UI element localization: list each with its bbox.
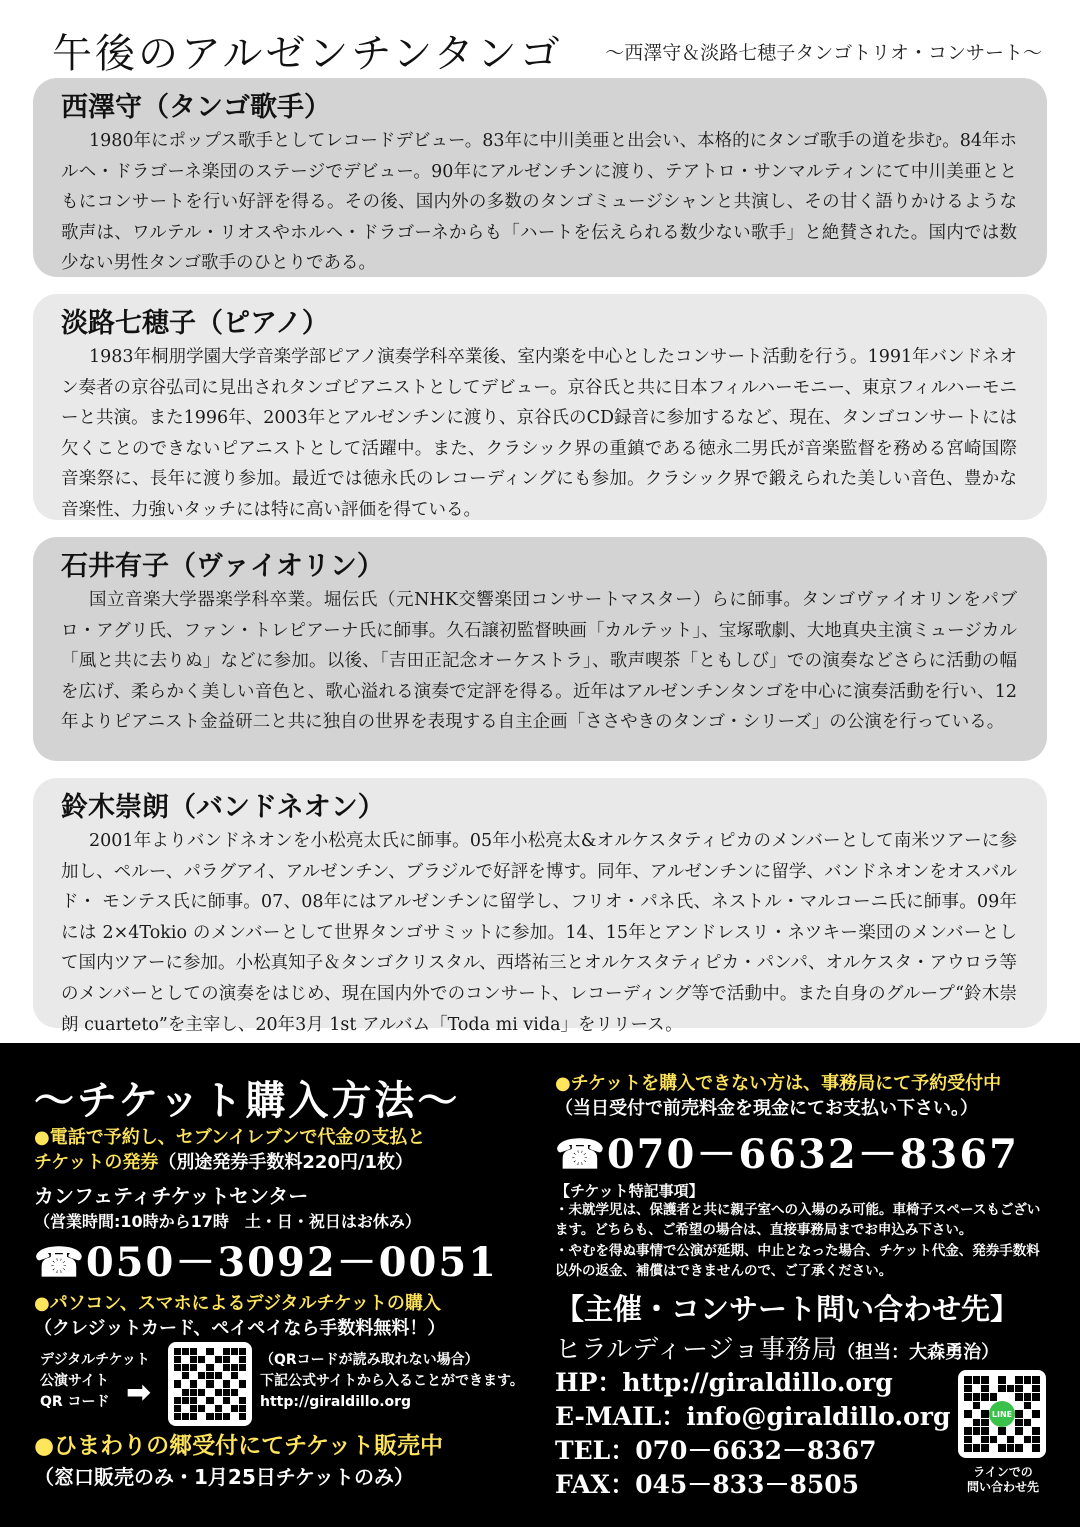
profile-body: 国立音楽大学器楽学科卒業。堀伝氏（元NHK交響楽団コンサートマスター）らに師事。タンゴヴァイオリンをパブロ・アグリ氏、ファン・トレピアーナ氏に師事。久石譲初監督映画「カルテット」、宝塚歌劇、大地真央主演ミュージカル「風と共に去りぬ」などに参加。以後、「吉田正記念オーケストラ」、歌声喫茶「ともしび」での演奏などさらに活動の幅を広げ、柔らかく美しい音色と、歌心溢れる演奏で定評を得る。近年はアルゼンチンタンゴを中心に演奏活動を行い、12年よりピアニスト金益研二と共に独自の世界を表現する自主企画「ささやきのタンゴ・シリーズ」の公演を行っている。 [61, 590, 1017, 733]
qr-label-line: 公演サイト [40, 1373, 110, 1389]
ticket-section-title: ～チケット購入方法～ [34, 1077, 461, 1124]
arrow-right-icon: ➡ [126, 1375, 152, 1410]
profile-title: 淡路七穂子（ピアノ） [61, 308, 329, 339]
profile-card-bandoneon [33, 778, 1047, 1035]
digital-method-note: （クレジットカード、ペイペイなら手数料無料！） [34, 1318, 446, 1339]
profile-body: 1983年桐朋学園大学音楽学部ピアノ演奏学科卒業後、室内楽を中心としたコンサート活動を行う。1991年バンドネオン奏者の京谷弘司に見出されタンゴピアニストとしてデビュー。京谷氏と共に日本フィルハーモニー、東京フィルハーモニーと共演。また1996年、2003年とアルゼンチンに渡り、京谷氏のCD録音に参加するなど、現在、タンゴコンサートには欠くことのできないピアニストとして活躍中。また、クラシック界の重鎮である徳永二男氏が音楽監督を務める宮崎国際音楽祭に、長年に渡り参加。最近では徳永氏のレコーディングにも参加。クラシック界で鍛えられた美しい音色、豊かな音楽性、力強いタッチには特に高い評価を得ている。 [61, 347, 1017, 520]
issue-fee: （別途発券手数料220円/1枚） [158, 1152, 414, 1173]
organizer-fax: FAX：045－833－8505 [555, 1470, 860, 1499]
digital-method-line: ●パソコン、スマホによるデジタルチケットの購入 [34, 1293, 441, 1314]
phone-number: 070－6632－8367 [606, 1131, 1019, 1178]
profile-card-piano [33, 294, 1047, 520]
phone-icon: ☎ [555, 1131, 607, 1178]
official-site-link[interactable]: http://giraldillo.org [260, 1394, 412, 1410]
notice-item: ・未就学児は、保護者と共に親子室への入場のみ可能。車椅子スペースもございます。どちらも、ご希望の場合は、直接事務局までお申込み下さい。 [555, 1202, 1041, 1238]
phone-icon: ☎ [34, 1239, 86, 1286]
profile-card-vocal [33, 78, 1047, 277]
digital-ticket-qr-code[interactable] [168, 1342, 252, 1426]
issue-label: チケットの発券 [34, 1152, 159, 1173]
organizer-tel[interactable]: TEL：070－6632－8367 [555, 1436, 877, 1465]
organizer-heading: 【主催・コンサート問い合わせ先】 [555, 1292, 1020, 1326]
profile-body: 2001年よりバンドネオンを小松亮太氏に師事。05年小松亮太&オルケスタティピカのメンバーとして南米ツアーに参加し、ペルー、パラグアイ、アルゼンチン、ブラジルで好評を博す。同年、アルゼンチンに留学、バンドネオンをオスバルド・ モンテス氏に師事。07、08年にはアルゼンチンに留学し、フリオ・パネ氏、ネストル・マルコーニ氏に師事。09年には 2×4Tokio のメンバーとして世界タンゴサミットに参加。14、15年とアンドレスリ・ネツキー楽団のメンバーとして国内ツアーに参加。小松真知子＆タンゴクリスタル、西塔祐三とオルケスタティピカ・パンパ、オルケスタ・アウロラ等のメンバーとしての演奏をはじめ、現在国内外でのコンサート、レコーディング等で活動中。また自身のグループ“鈴木崇朗 cuarteto”を主宰し、20年3月 1st アルバム「Toda mi vida」をリリース。 [61, 831, 1017, 1035]
office-phone[interactable] [555, 1123, 1019, 1180]
ticket-center-phone[interactable] [34, 1231, 498, 1288]
organizer-email[interactable]: E-MAIL：info@giraldillo.org [555, 1402, 951, 1431]
line-qr-code[interactable] [958, 1370, 1046, 1458]
page-subtitle: ～西澤守＆淡路七穂子タンゴトリオ・コンサート～ [605, 42, 1042, 64]
profile-title: 鈴木崇朗（バンドネオン） [61, 792, 385, 823]
ticket-center-hours: （営業時間:10時から17時 土・日・祝日はお休み） [34, 1212, 421, 1231]
qr-code-icon [174, 1348, 246, 1420]
organizer-contact-person: （担当：大森勇治） [837, 1342, 1000, 1363]
ticket-purchase-section [34, 1043, 544, 1527]
organizer-name: ヒラルディージョ事務局 [555, 1335, 838, 1365]
profile-title: 石井有子（ヴァイオリン） [61, 551, 384, 582]
line-qr-label [955, 1465, 1051, 1495]
qr-fallback-note [260, 1350, 524, 1413]
line-app-icon: LINE [989, 1401, 1015, 1427]
line-label-line: ラインでの [973, 1465, 1033, 1479]
ticket-center-name: カンフェティチケットセンター [34, 1184, 309, 1208]
himawari-sales-line: ●ひまわりの郷受付にてチケット販売中 [34, 1432, 443, 1459]
himawari-sales-note: （窓口販売のみ・1月25日チケットのみ） [34, 1465, 414, 1489]
profile-title: 西澤守（タンゴ歌手） [61, 92, 331, 123]
office-reservation-line: ●チケットを購入できない方は、事務局にて予約受付中 [555, 1073, 1002, 1094]
line-label-line: 問い合わせ先 [966, 1480, 1039, 1494]
qr-note-line: 下記公式サイトから入ることができます。 [260, 1373, 524, 1389]
office-section [555, 1043, 1055, 1527]
qr-note-line: （QRコードが読み取れない場合） [260, 1352, 479, 1368]
organizer-website[interactable]: HP：http://giraldillo.org [555, 1368, 893, 1397]
profile-card-violin [33, 537, 1047, 761]
ticket-info-panel [0, 1043, 1080, 1527]
phone-number: 050－3092－0051 [85, 1239, 498, 1286]
page-header [52, 22, 1042, 77]
phone-method-line-2 [34, 1150, 413, 1175]
organizer-name-line [555, 1329, 999, 1366]
qr-label-line: デジタルチケット [40, 1352, 150, 1368]
phone-method-line: ●電話で予約し、セブンイレブンで代金の支払と [34, 1127, 426, 1148]
profile-body: 1980年にポップス歌手としてレコードデビュー。83年に中川美亜と出会い、本格的にタンゴ歌手の道を歩む。84年ホルヘ・ドラゴーネ楽団のステージでデビュー。90年にアルゼンチンに渡り、テアトロ・サンマルティンにて中川美亜とともにコンサートを行い好評を得る。その後、国内外の多数のタンゴミュージシャンと共演し、その甘く語りかけるような歌声は、ワルテル・リオスやホルヘ・ドラゴーネからも「ハートを伝えられる数少ない歌手」と絶賛された。国内では数少ない男性タンゴ歌手のひとりである。 [61, 131, 1017, 274]
qr-label-line: QR コード [40, 1394, 110, 1410]
page-title: 午後のアルゼンチンタンゴ [52, 31, 563, 77]
notice-item: ・やむを得ぬ事情で公演が延期、中止となった場合、チケット代金、発券手数料以外の返金、補償はできませんので、ご了承ください。 [555, 1243, 1040, 1279]
office-reservation-note: （当日受付で前売料金を現金にてお支払い下さい。） [555, 1098, 978, 1119]
notice-title: 【チケット特記事項】 [555, 1182, 704, 1200]
